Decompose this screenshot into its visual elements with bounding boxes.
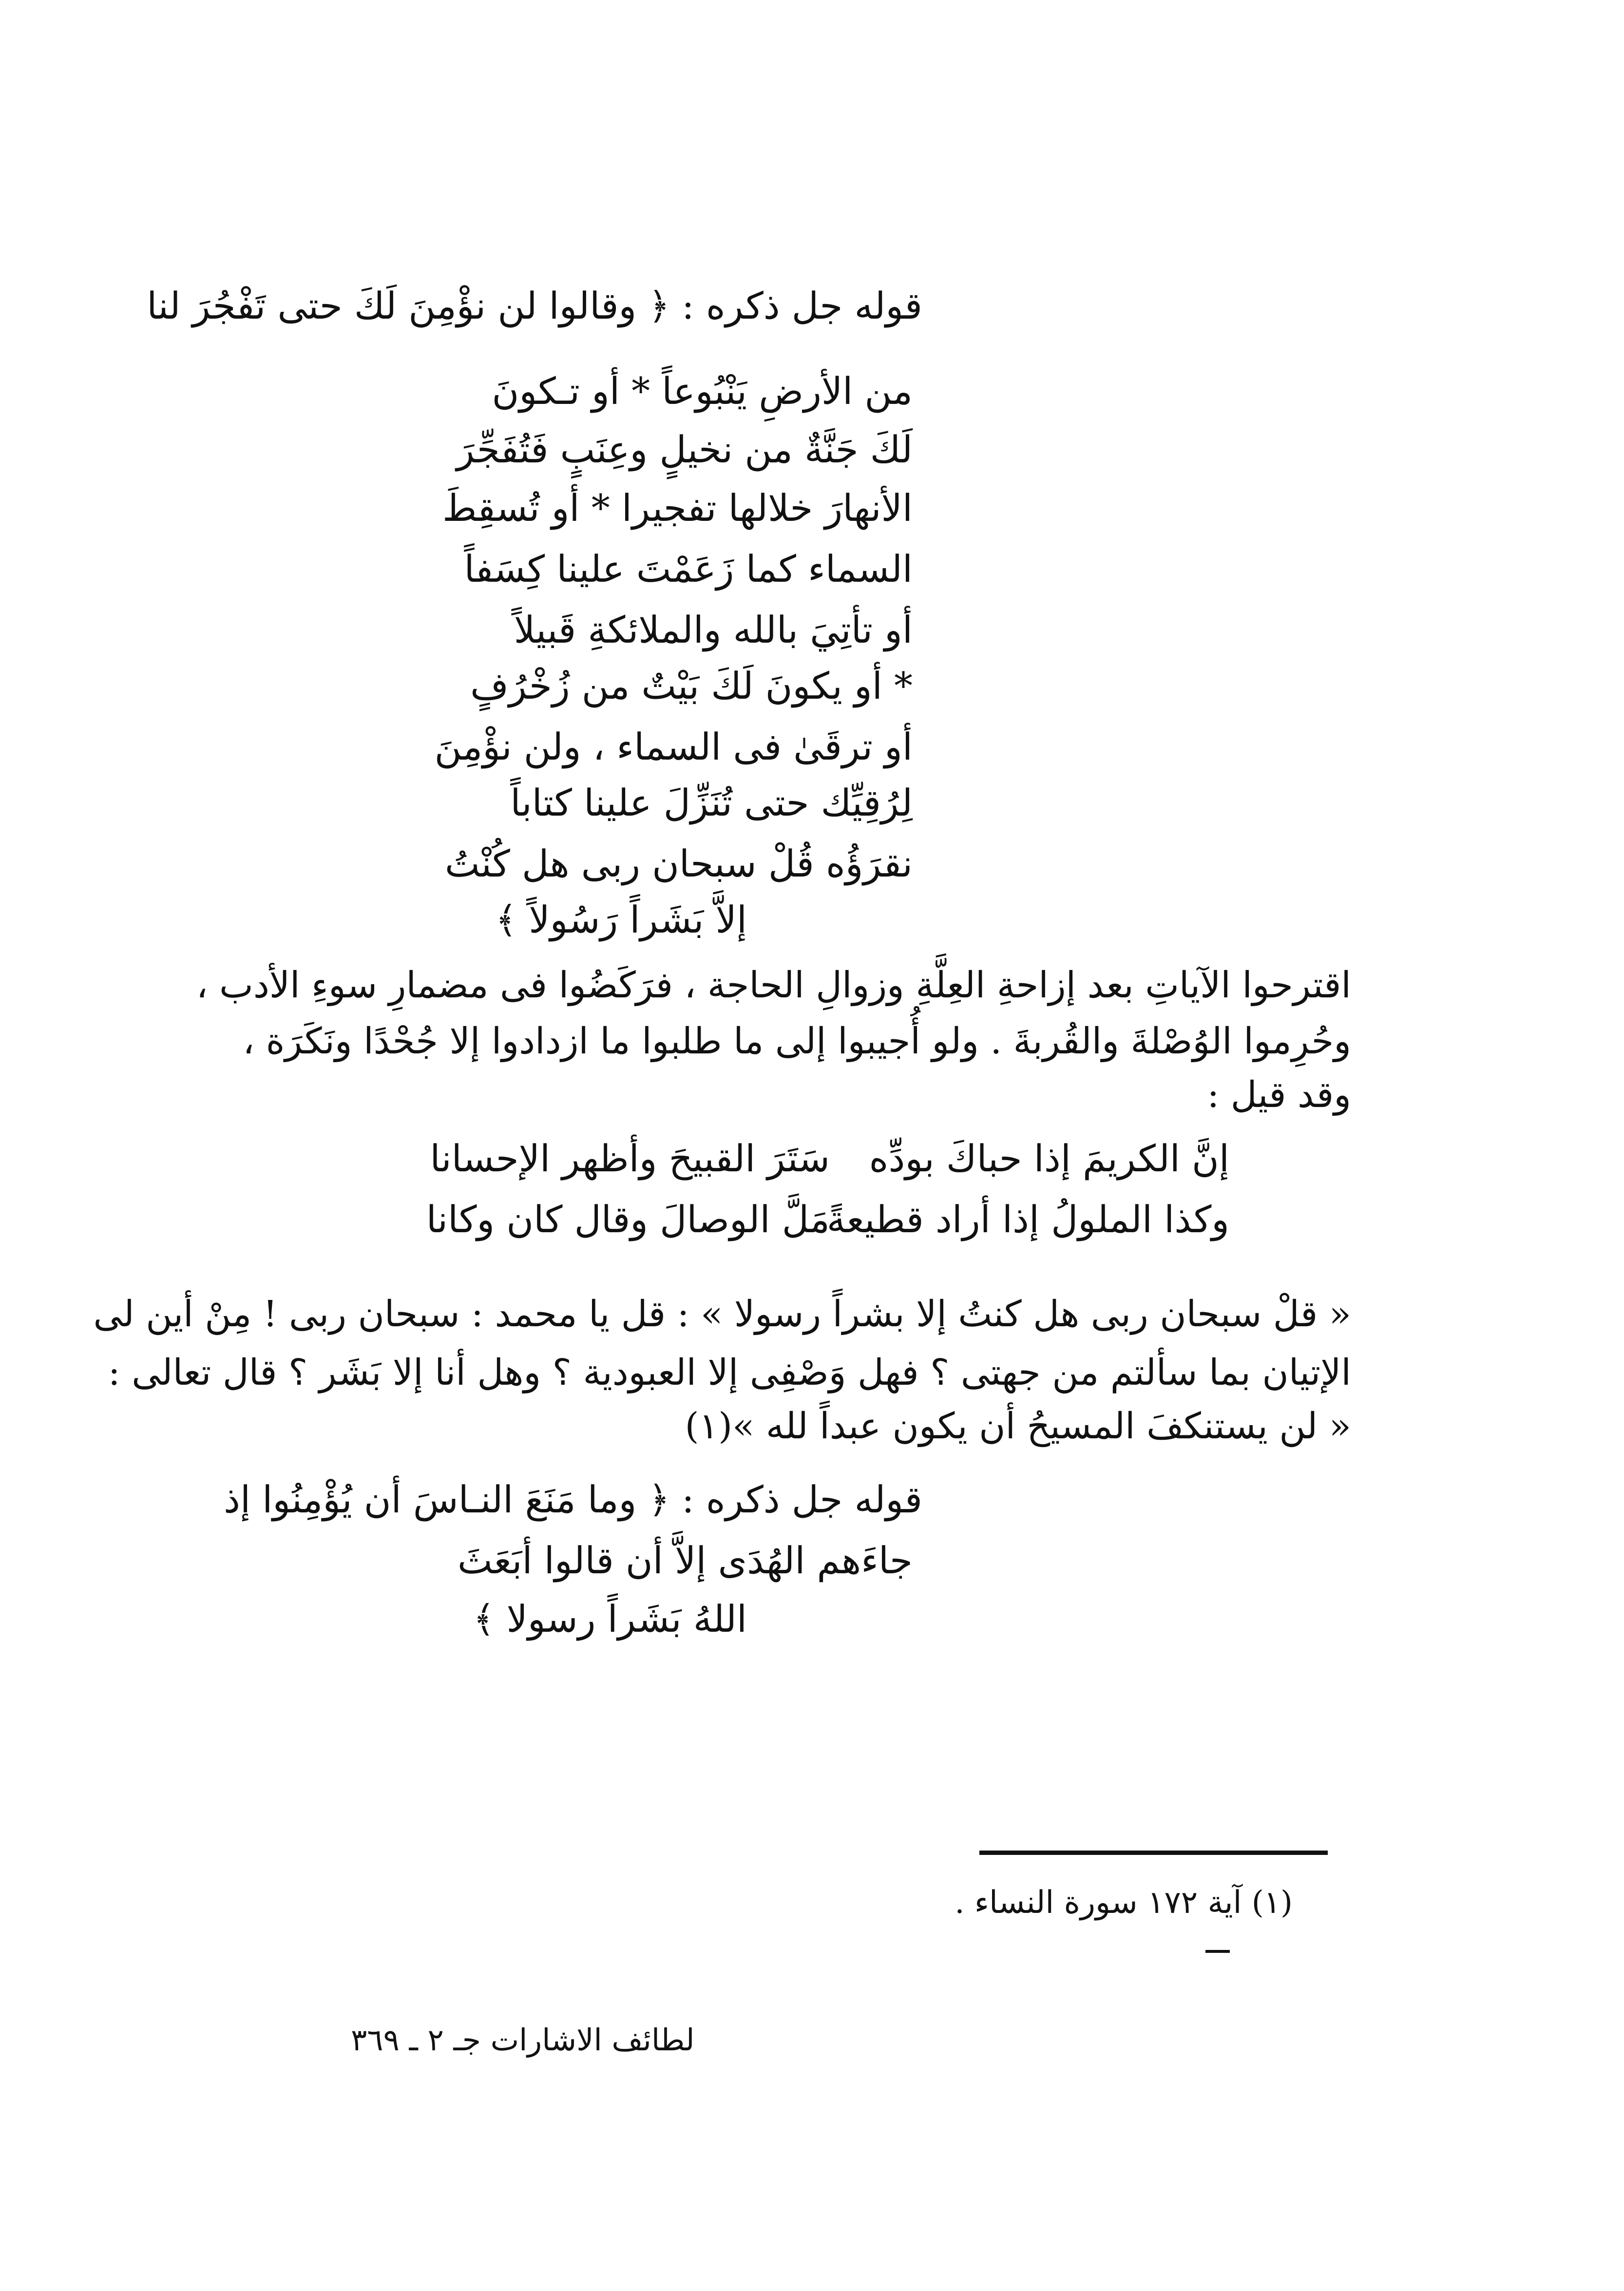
quote-line: اللهُ بَشَراً رسولا ﴾ [473,1597,747,1641]
quote-line: أو تأتِيَ بالله والملائكةِ قَبيلاً [514,608,913,651]
paragraph-line: « قلْ سبحان ربى هل كنتُ إلا بشراً رسولا » : قل يا محمد : سبحان ربى ! مِنْ أين لى [93,1293,1351,1335]
quote-line: قوله جل ذكره : ﴿ وقالوا لن نؤْمِنَ لَكَ حتى تَفْجُرَ لنا [147,284,922,327]
footnote: (١) آية ١٧٢ سورة النساء . [955,1885,1293,1921]
paragraph-line: الإتيان بما سألتم من جهتى ؟ فهل وَصْفِى إلا العبودية ؟ وهل أنا إلا بَشَر ؟ قال تعالى : [108,1352,1351,1394]
paragraph-line: وقد قيل : [1207,1074,1351,1116]
quote-line: من الأرضِ يَنْبُوعاً * أو تـكونَ [492,369,913,413]
quote-line: نقرَؤُه قُلْ سبحان ربى هل كُنْتُ [445,842,913,885]
quote-line: لَكَ جَنَّةٌ من نخيلٍ وعِنَبٍ فَتُفَجِّرَ [456,428,913,471]
footnote-underline [1205,1950,1230,1953]
paragraph-line: وحُرِموا الوُصْلةَ والقُربةَ . ولو أُجيبوا إلى ما طلبوا ما ازدادوا إلا جُحْدًا ونَكَرَة ، [243,1020,1351,1062]
verse-hemistich-left: سَتَرَ القبيحَ وأظهر الإحسانا [430,1137,830,1180]
quote-line: السماء كما زَعَمْتَ علينا كِسَفاً [464,547,913,591]
quote-line: لِرُقِيِّك حتى تُنَزِّلَ علينا كتاباً [510,781,913,824]
quote-line: قوله جل ذكره : ﴿ وما مَنَعَ النـاسَ أن يُؤْمِنُوا إذ [224,1478,922,1521]
quote-line: إلاَّ بَشَراً رَسُولاً ﴾ [495,898,747,941]
quote-line: * أو يكونَ لَكَ بَيْتٌ من زُخْرُفٍ [470,664,913,707]
quote-line: الأنهارَ خلالها تفجيرا * أو تُسقِطَ [442,486,913,530]
verse-hemistich-left: مَلَّ الوصالَ وقال كان وكانا [426,1198,830,1241]
page-footer: لطائف الاشارات جـ ٢ ـ ٣٦٩ [351,2022,695,2058]
quote-line: أو ترقَىٰ فى السماء ، ولن نؤْمِنَ [434,725,913,768]
verse-hemistich-right: وكذا الملولُ إذا أراد قطيعةً [826,1198,1229,1241]
paragraph-line: اقترحوا الآياتِ بعد إزاحةِ العِلَّةِ وزوالِ الحاجة ، فرَكَضُوا فى مضمارِ سوءِ الأدب ، [196,964,1351,1006]
footnote-separator [979,1851,1328,1855]
quote-line: جاءَهم الهُدَى إلاَّ أن قالوا أبَعَثَ [458,1539,913,1582]
verse-hemistich-right: إنَّ الكريمَ إذا حباكَ بودِّه [869,1137,1229,1180]
paragraph-line: « لن يستنكفَ المسيحُ أن يكون عبداً لله »(١) [685,1405,1351,1447]
